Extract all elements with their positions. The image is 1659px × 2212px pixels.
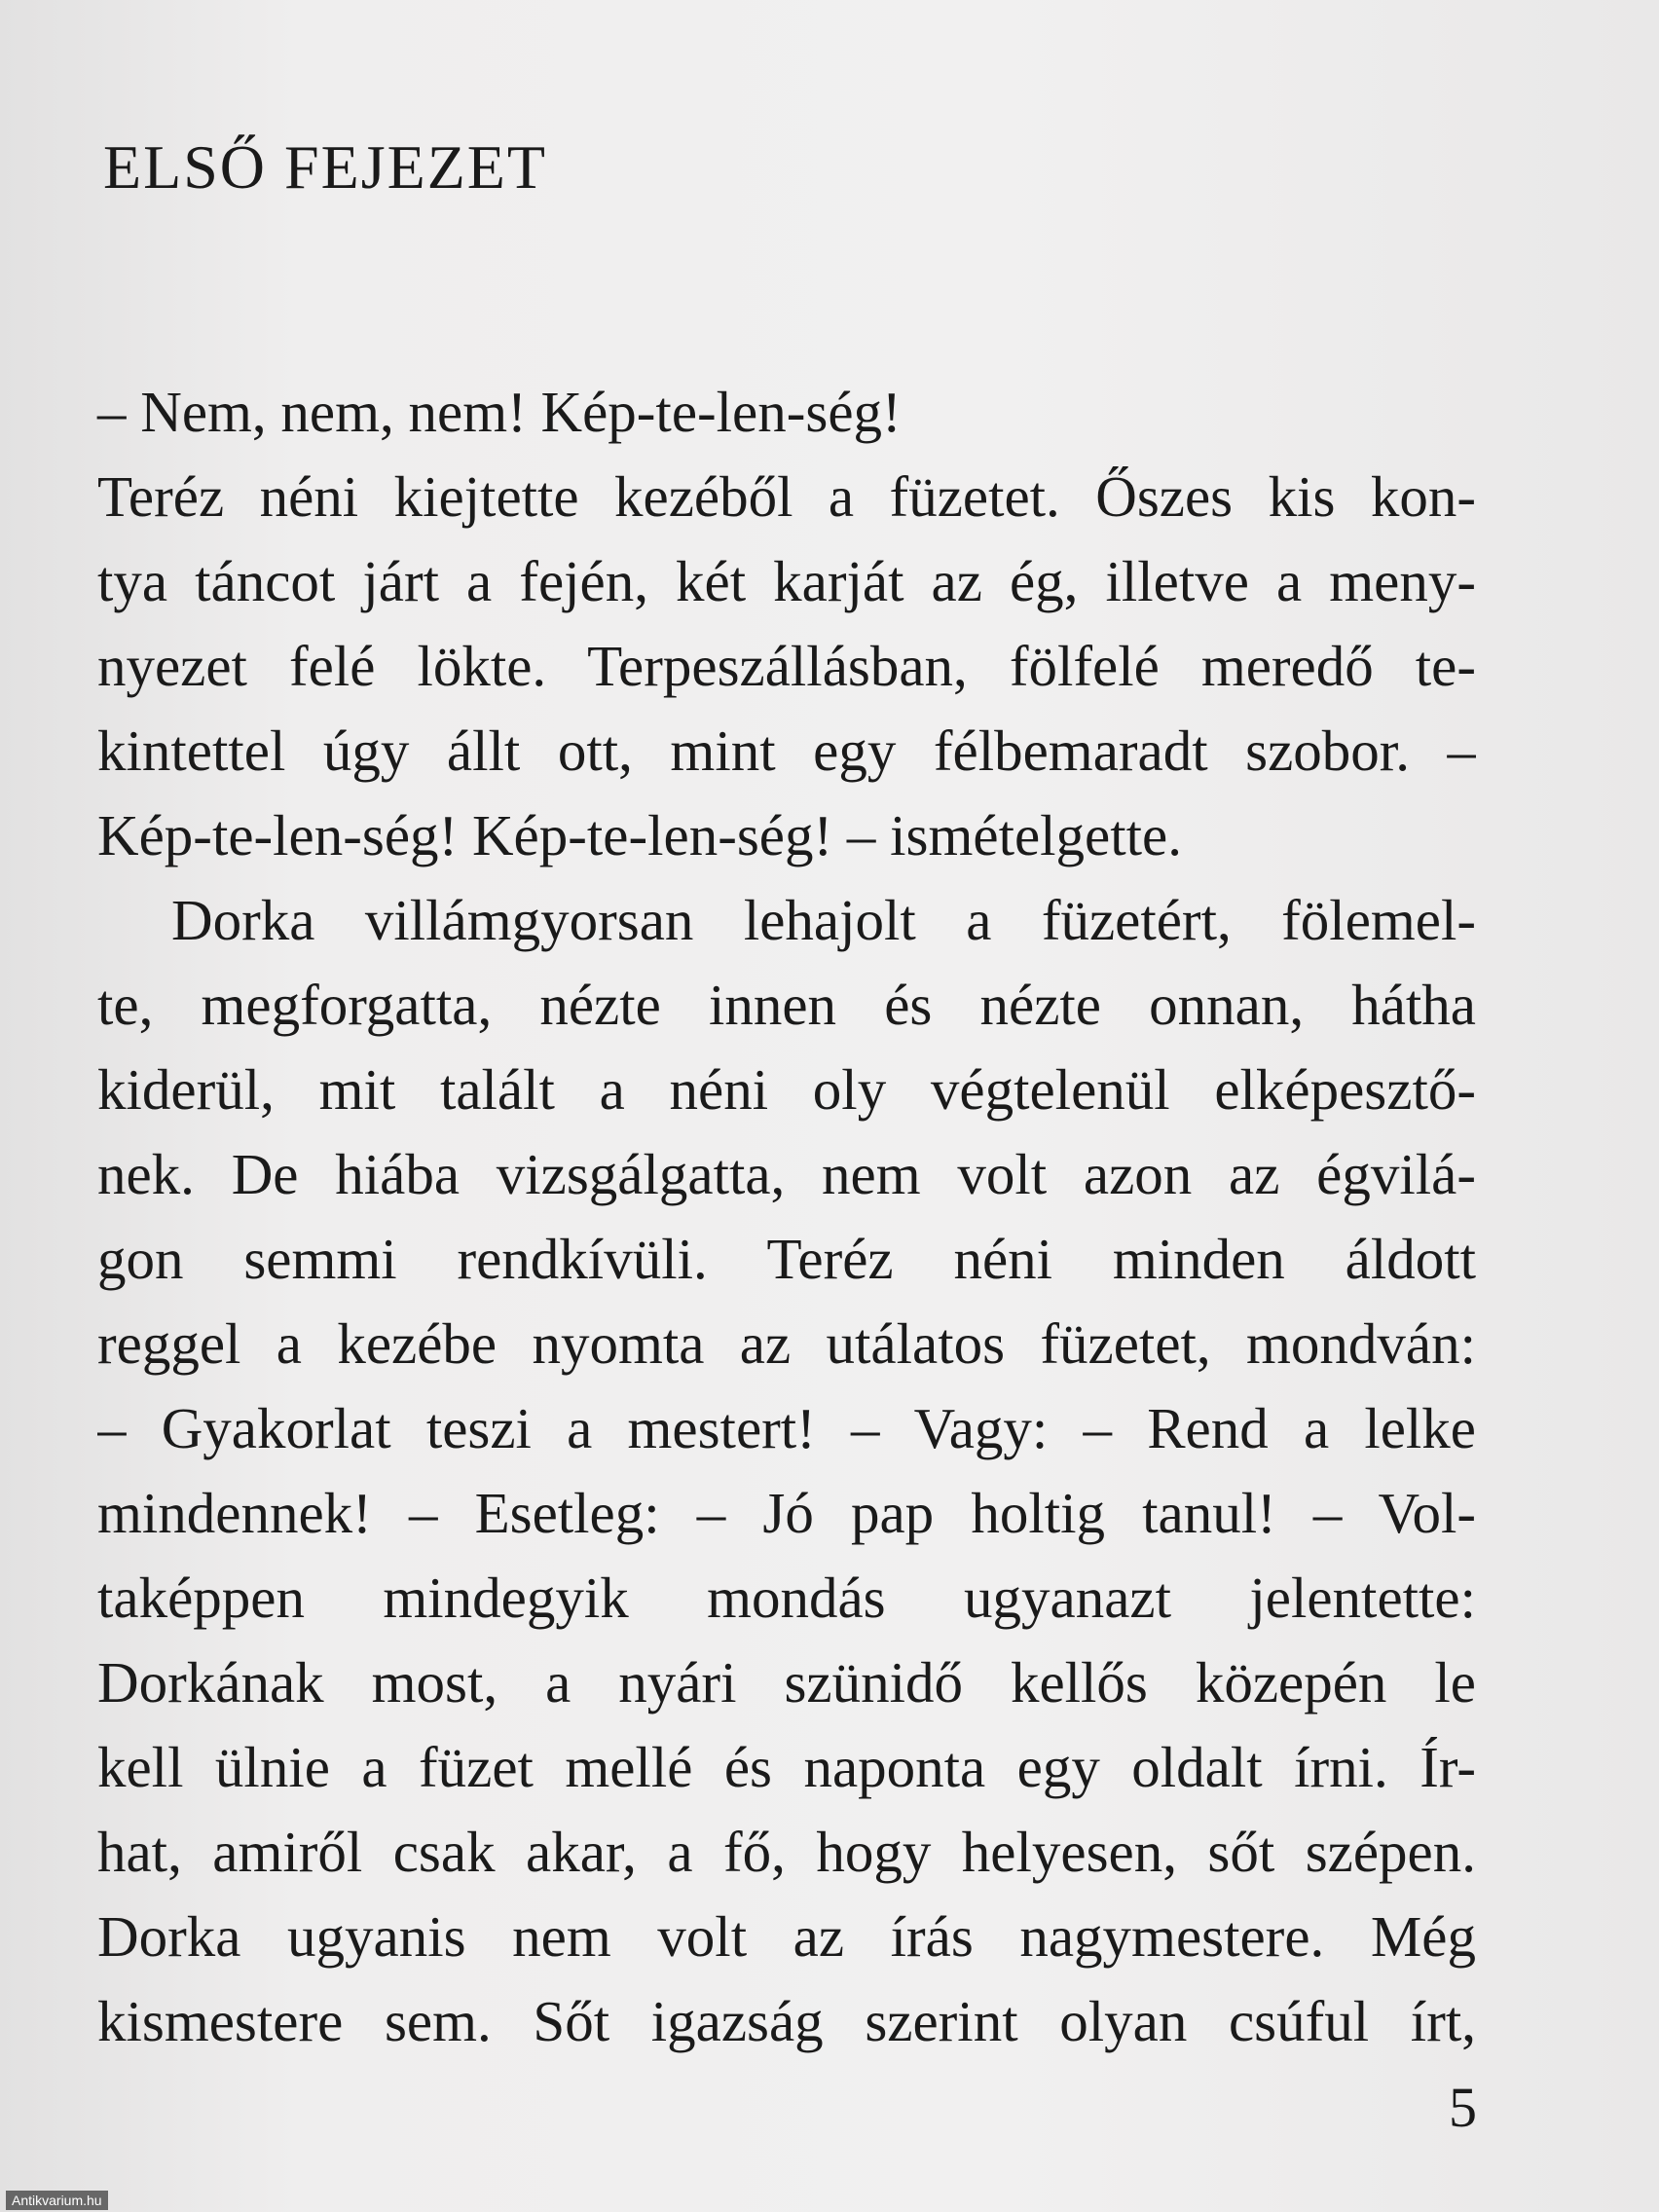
text-line: nek. De hiába vizsgálgatta, nem volt azon az égvilá- [97, 1142, 1476, 1206]
text-line: kell ülnie a füzet mellé és naponta egy oldalt írni. Ír- [97, 1735, 1476, 1799]
text-line: hat, amiről csak akar, a fő, hogy helyesen, sőt szépen. [97, 1820, 1476, 1884]
text-line: kismestere sem. Sőt igazság szerint olyan csúful írt, [97, 1989, 1476, 2053]
text-line: Kép-te-len-ség! Kép-te-len-ség! – ismételgette. [97, 803, 1182, 867]
text-line: mindennek! – Esetleg: – Jó pap holtig tanul! – Vol- [97, 1481, 1476, 1545]
text-line: kintettel úgy állt ott, mint egy félbemaradt szobor. – [97, 719, 1476, 783]
text-line: gon semmi rendkívüli. Teréz néni minden áldott [97, 1227, 1476, 1291]
chapter-title: ELSŐ FEJEZET [103, 132, 547, 202]
page-number: 5 [1449, 2076, 1477, 2139]
text-line: Dorka villámgyorsan lehajolt a füzetért, fölemel- [171, 888, 1476, 952]
text-line: te, megforgatta, nézte innen és nézte onnan, hátha [97, 973, 1476, 1037]
text-line: nyezet felé lökte. Terpeszállásban, fölfelé meredő te- [97, 634, 1476, 698]
body-text [97, 370, 1476, 2064]
text-line: reggel a kezébe nyomta az utálatos füzetet, mondván: [97, 1311, 1476, 1376]
text-line: – Gyakorlat teszi a mestert! – Vagy: – Rend a lelke [97, 1396, 1476, 1460]
text-line: taképpen mindegyik mondás ugyanazt jelentette: [97, 1566, 1476, 1630]
watermark: Antikvarium.hu [6, 2191, 108, 2210]
text-line: kiderül, mit talált a néni oly végtelenül elképesztő- [97, 1057, 1476, 1122]
text-line: Dorka ugyanis nem volt az írás nagymestere. Még [97, 1904, 1476, 1969]
text-line: Teréz néni kiejtette kezéből a füzetet. Őszes kis kon- [97, 464, 1476, 529]
text-line: tya táncot járt a fején, két karját az ég, illetve a meny- [97, 549, 1476, 613]
text-line: Dorkának most, a nyári szünidő kellős közepén le [97, 1650, 1476, 1714]
text-line: – Nem, nem, nem! Kép-te-len-ség! [97, 380, 902, 444]
